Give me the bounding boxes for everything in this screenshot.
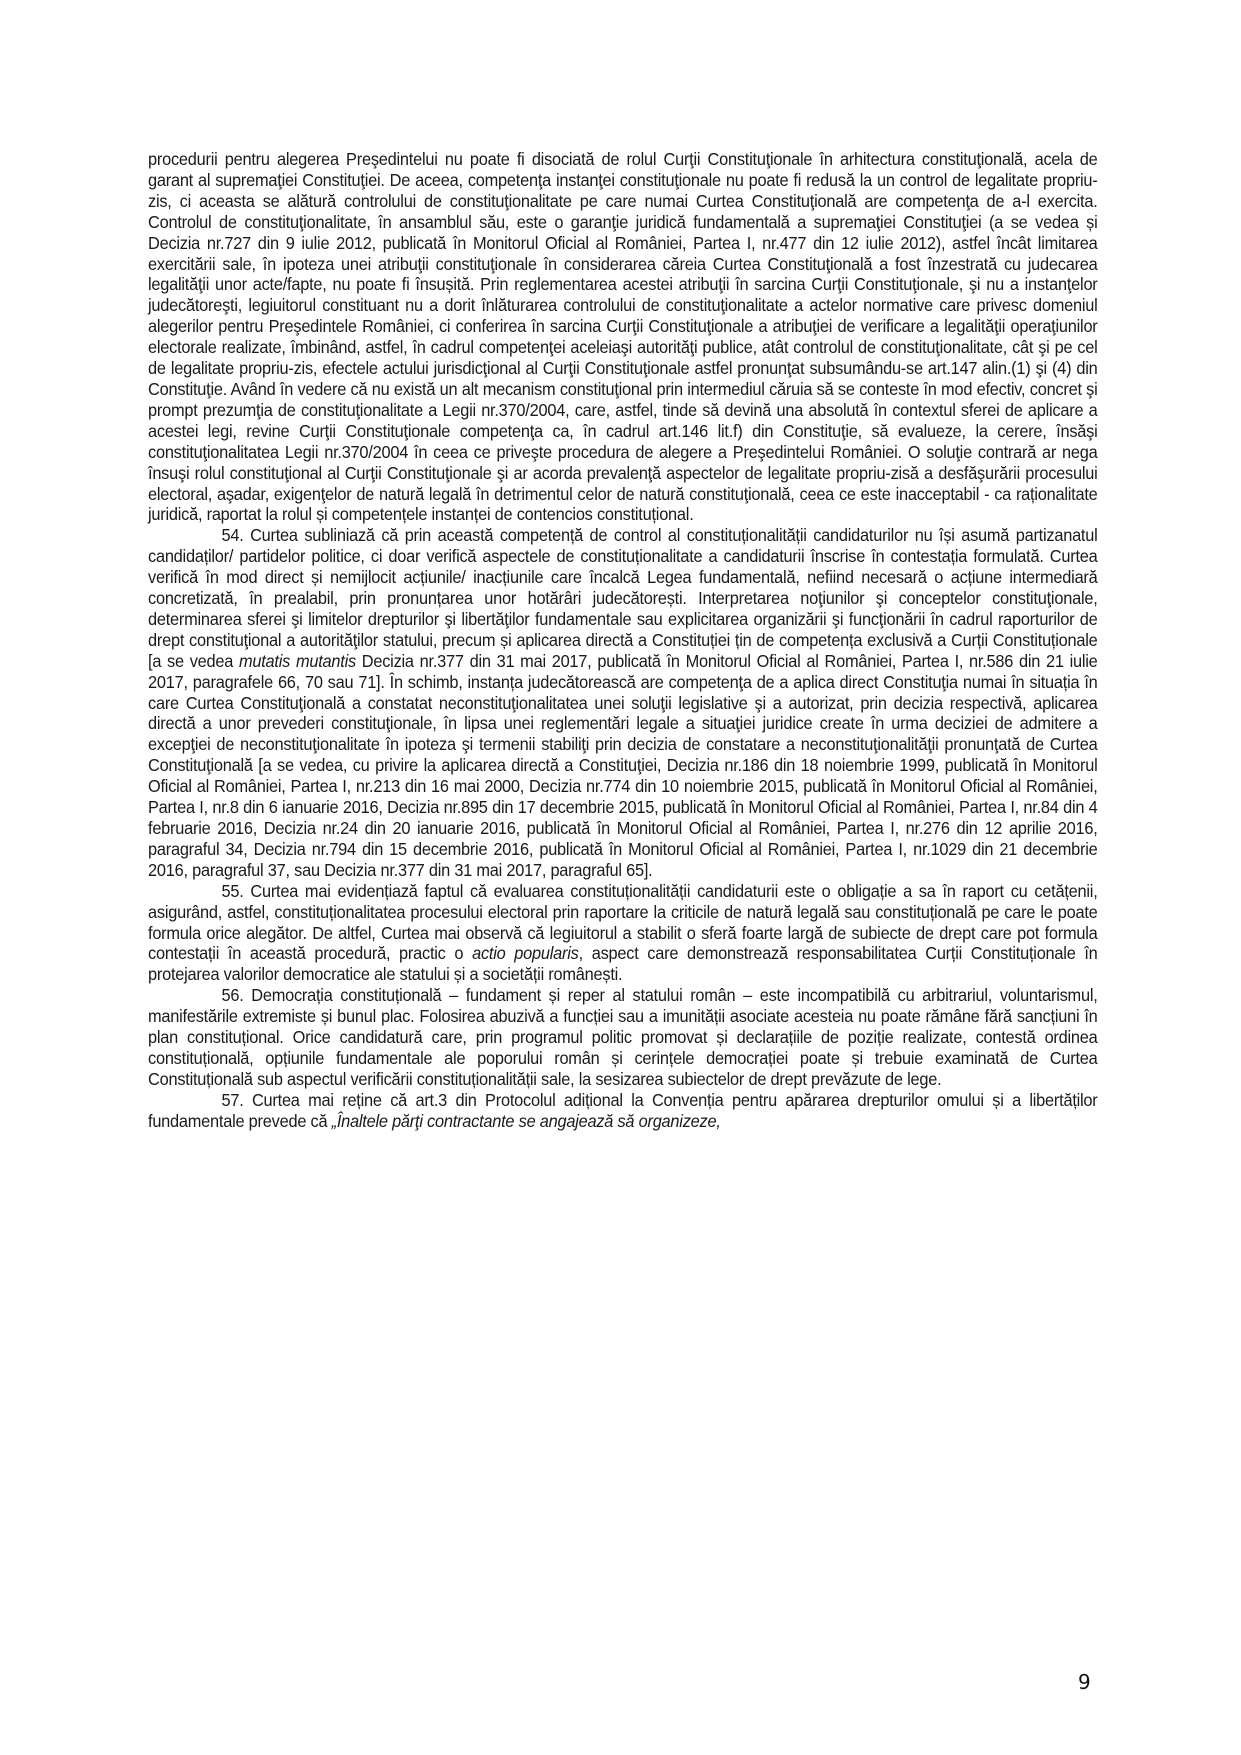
italic-text: actio popularis	[472, 943, 579, 964]
paragraph-text: Decizia nr.377 din 31 mai 2017, publicată în Monitorul Oficial al României, Partea I, nr.586 din 21 iulie 2017, paragrafele 66, 70 sau 71]. În schimb, instanța judecătorească are competenţa de a aplica direct Constituţia numai în situația în care Curtea Constituţională a constatat neconstituţionalitatea unei soluţii legislative şi a autorizat, prin decizia respectivă, aplicarea directă a unor prevederi constituţionale, în lipsa unei reglementări legale a situaţiei juridice create în urma deciziei de admitere a excepţiei de neconstituţionalitate în ipoteza şi termenii stabiliţi prin decizia de constatare a neconstituţionalităţii pronunţată de Curtea Constituţională [a se vedea, cu privire la aplicarea directă a Constituţiei, Decizia nr.186 din 18 noiembrie 1999, publicată în Monitorul Oficial al României, Partea I, nr.213 din 16 mai 2000, Decizia nr.774 din 10 noiembrie 2015, publicată în Monitorul Oficial al României, Partea I, nr.8 din 6 ianuarie 2016, Decizia nr.895 din 17 decembrie 2015, publicată în Monitorul Oficial al României, Partea I, nr.84 din 4 februarie 2016, Decizia nr.24 din 20 ianuarie 2016, publicată în Monitorul Oficial al României, Partea I, nr.276 din 12 aprilie 2016, paragraful 34, Decizia nr.794 din 15 decembrie 2016, publicată în Monitorul Oficial al României, Partea I, nr.1029 din 21 decembrie 2016, paragraful 37, sau Decizia nr.377 din 31 mai 2017, paragraful 65].	[148, 650, 1098, 880]
paragraph-p57	[148, 1090, 1098, 1132]
paragraph-p55	[148, 881, 1098, 986]
paragraph-text: procedurii pentru alegerea Preşedintelui nu poate fi disociată de rolul Curţii Constituţionale în arhitectura constituţională, acela de garant al supremaţiei Constituţiei. De aceea, competenţa instanţei constituţionale nu poate fi redusă la un control de legalitate propriu-zis, ci aceasta se alătură controlului de constituţionalitate pe care numai Curtea Constituţională are competenţa de a-l exercita. Controlul de constituţionalitate, în ansamblul său, este o garanţie juridică fundamentală a supremaţiei Constituţiei (a se vedea și Decizia nr.727 din 9 iulie 2012, publicată în Monitorul Oficial al României, Partea I, nr.477 din 12 iulie 2012), astfel încât limitarea exercitării sale, în ipoteza unei atribuţii constituţionale în considerarea căreia Curtea Constituţională a fost înzestrată cu judecarea legalităţii unor acte/fapte, nu poate fi însușită. Prin reglementarea acestei atribuţii în sarcina Curţii Constituţionale, şi nu a instanţelor judecătoreşti, legiuitorul constituant nu a dorit înlăturarea controlului de constituţionalitate a actelor normative care privesc domeniul alegerilor pentru Preşedintele României, ci conferirea în sarcina Curţii Constituţionale a atribuţiei de verificare a legalităţii operaţiunilor electorale realizate, îmbinând, astfel, în cadrul competenţei aceleiaşi autorităţi publice, atât controlul de constituţionalitate, cât şi pe cel de legalitate propriu-zis, efectele actului jurisdicţional al Curţii Constituţionale astfel pronunţat subsumându-se art.147 alin.(1) şi (4) din Constituţie. Având în vedere că nu există un alt mecanism constituţional prin intermediul căruia să se conteste în mod efectiv, concret şi prompt prezumţia de constituţionalitate a Legii nr.370/2004, care, astfel, tinde să devină una absolută în contextul sferei de aplicare a acestei legi, revine Curţii Constituţionale competenţa ca, în cadrul art.146 lit.f) din Constituţie, să evalueze, la cerere, însăşi constituţionalitatea Legii nr.370/2004 în ceea ce priveşte procedura de alegere a Preşedintelui României. O soluţie contrară ar nega însuşi rolul constituţional al Curţii Constituţionale şi ar acorda prevalenţă aspectelor de legalitate propriu-zisă a desfăşurării procesului electoral, aşadar, exigenţelor de natură legală în detrimentul celor de natură constituţională, ceea ce este inacceptabil - ca raționalitate juridică, raportat la rolul și competențele instanței de contencios constituțional.	[148, 149, 1098, 525]
document-body	[148, 149, 1098, 1132]
page-number: 9	[1078, 1670, 1091, 1694]
paragraph-text: 57. Curtea mai reține că art.3 din Protocolul adițional la Convenția pentru apărarea drepturilor omului și a libertăților fundamentale prevede că	[148, 1089, 1098, 1131]
paragraph-text: 54. Curtea subliniază că prin această competență de control al constituționalității candidaturilor nu își asumă partizanatul candidaților/ partidelor politice, ci doar verifică aspectele de constituționalitate a candidaturii înscrise în contestația formulată. Curtea verifică în mod direct și nemijlocit acțiunile/ inacțiunile care încalcă Legea fundamentală, nefiind necesară o acțiune intermediară concretizată, în prealabil, prin pronunțarea unor hotărâri judecătorești. Interpretarea noţiunilor şi conceptelor constituţionale, determinarea sferei şi limitelor drepturilor şi libertăţilor fundamentale sau explicitarea organizării şi funcţionării în cadrul raporturilor de drept constituţional a autorităţilor statului, precum și aplicarea directă a Constituției țin de competența exclusivă a Curții Constituționale [a se vedea	[148, 525, 1098, 671]
paragraph-text: 56. Democrația constituțională – fundament și reper al statului român – este incompatibilă cu arbitrariul, voluntarismul, manifestările extremiste și bunul plac. Folosirea abuzivă a funcției sau a imunității asociate acesteia nu poate rămâne fără sancțiuni în plan constituțional. Orice candidatură care, prin programul politic promovat și declarațiile de poziție realizate, contestă ordinea constituțională, opțiunile fundamentale ale poporului român și cerințele democrației poate și trebuie examinată de Curtea Constituțională sub aspectul verificării constituționalității sale, la sesizarea subiectelor de drept prevăzute de lege.	[148, 985, 1098, 1089]
paragraph-p53-cont	[148, 149, 1098, 525]
paragraph-text: 55. Curtea mai evidențiază faptul că evaluarea constituționalității candidaturii este o obligație a sa în raport cu cetățenii, asigurând, astfel, constituționalitatea procesului electoral prin raportare la criticile de natură legală sau constituțională pe care le poate formula orice alegător. De altfel, Curtea mai observă că legiuitorul a stabilit o sferă foarte largă de subiecte de drept care pot formula contestații în această procedură, practic o	[148, 880, 1098, 964]
paragraph-p54	[148, 525, 1098, 880]
paragraph-p56	[148, 985, 1098, 1090]
italic-text: mutatis mutantis	[238, 650, 356, 671]
paragraph-text: , aspect care demonstrează responsabilitatea Curții Constituționale în protejarea valorilor democratice ale statului și a societății românești.	[148, 943, 1098, 985]
italic-text: „Înaltele părţi contractante se angajează să organizeze,	[331, 1110, 721, 1131]
